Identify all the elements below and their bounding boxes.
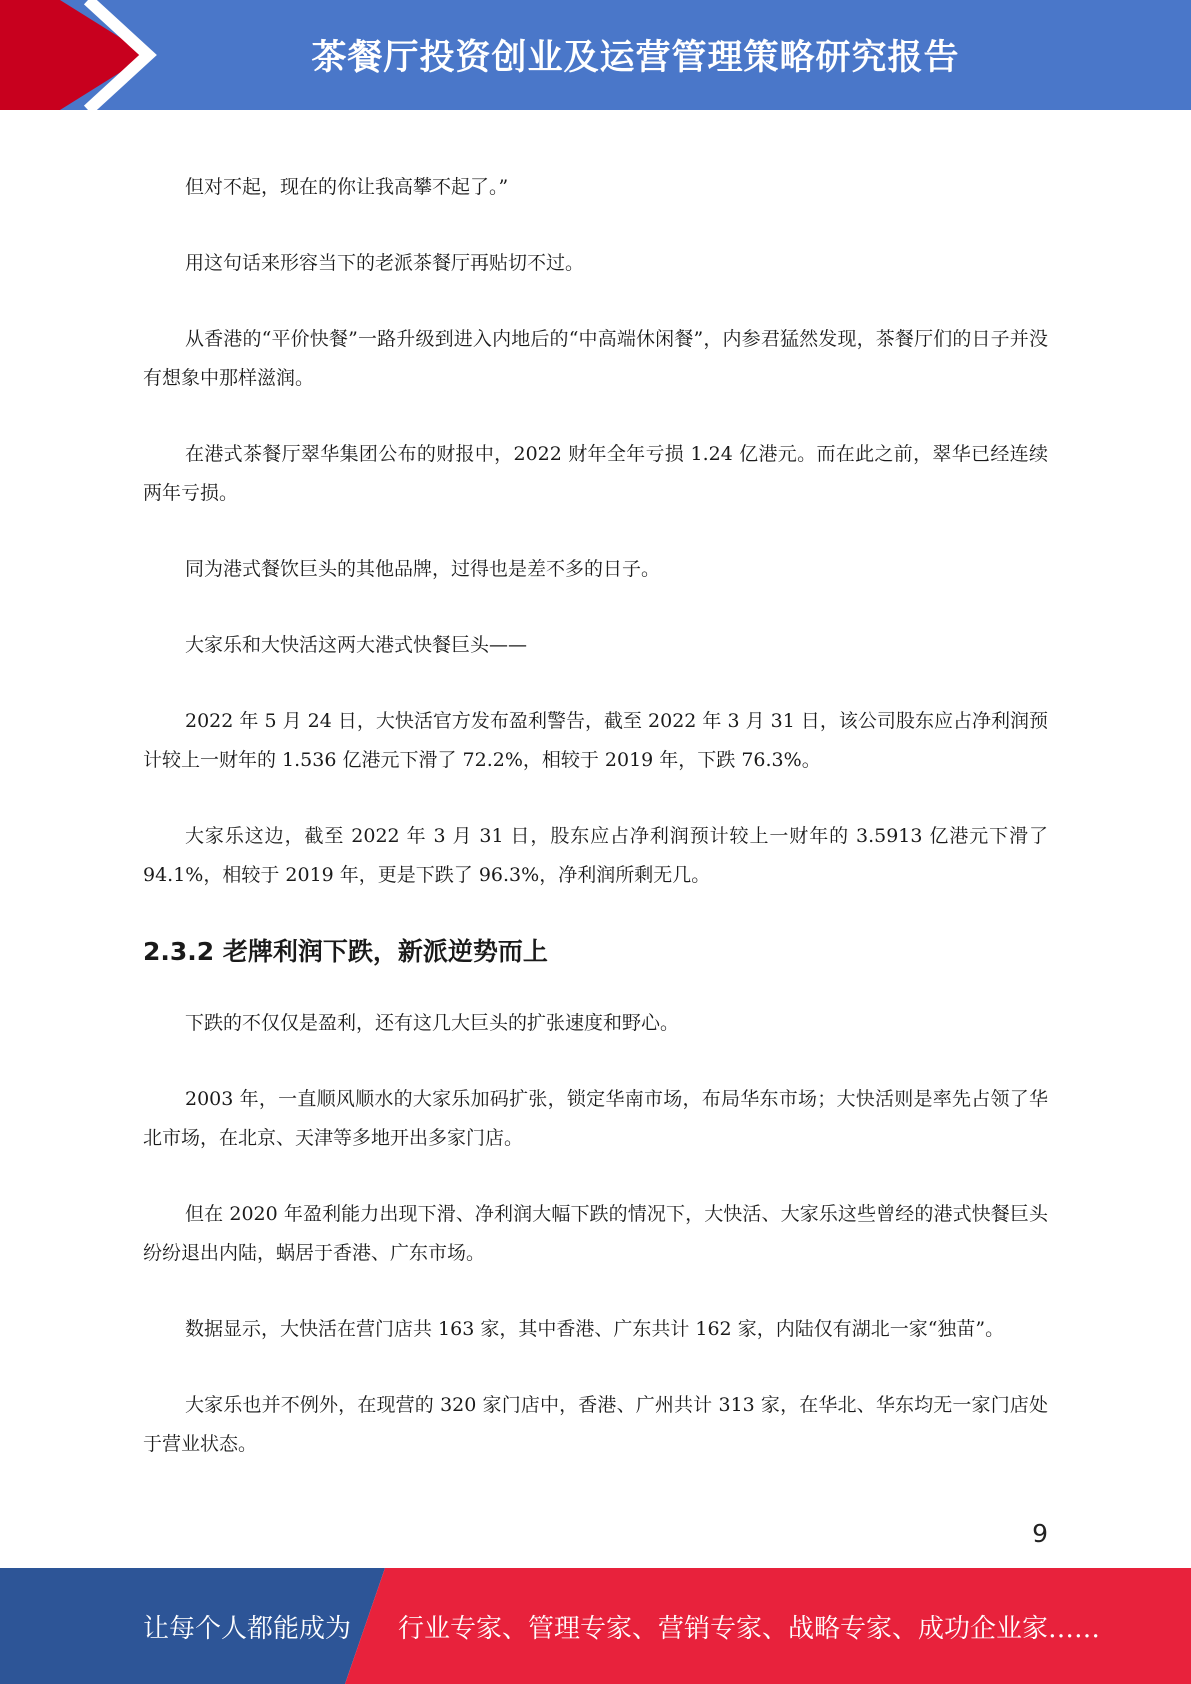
report-title: 茶餐厅投资创业及运营管理策略研究报告 — [311, 38, 960, 78]
document-body — [143, 168, 1048, 1501]
section-heading: 2.3.2 老牌利润下跌，新派逆势而上 — [143, 937, 548, 966]
footer-slogan-left: 让每个人都能成为 — [143, 1613, 352, 1644]
paragraph: 2003 年，一直顺风顺水的大家乐加码扩张，锁定华南市场，布局华东市场；大快活则是率先占领了华北市场，在北京、天津等多地开出多家门店。 — [143, 1088, 1048, 1149]
paragraph: 但对不起，现在的你让我高攀不起了。” — [185, 176, 509, 198]
footer-slogan-right: 行业专家、管理专家、营销专家、战略专家、成功企业家…… — [398, 1613, 1101, 1644]
paragraph: 大家乐和大快活这两大港式快餐巨头—— — [185, 634, 528, 656]
page-header — [0, 0, 1191, 110]
paragraph: 数据显示，大快活在营门店共 163 家，其中香港、广东共计 162 家，内陆仅有湖北一家“独苗”。 — [185, 1318, 1005, 1340]
paragraph: 2022 年 5 月 24 日，大快活官方发布盈利警告，截至 2022 年 3 月 31 日，该公司股东应占净利润预计较上一财年的 1.536 亿港元下滑了 72.2%，相较于 2019 年，下跌 76.3%。 — [143, 710, 1048, 771]
paragraph: 下跌的不仅仅是盈利，还有这几大巨头的扩张速度和野心。 — [185, 1012, 680, 1034]
page-number: 9 — [1032, 1519, 1048, 1548]
paragraph: 但在 2020 年盈利能力出现下滑、净利润大幅下跌的情况下，大快活、大家乐这些曾经的港式快餐巨头纷纷退出内陆，蜗居于香港、广东市场。 — [143, 1203, 1048, 1264]
page-footer — [0, 1568, 1191, 1684]
paragraph: 大家乐这边，截至 2022 年 3 月 31 日，股东应占净利润预计较上一财年的 3.5913 亿港元下滑了 94.1%，相较于 2019 年，更是下跌了 96.3%，净利润所剩无几。 — [143, 825, 1048, 886]
header-red-arrow — [0, 0, 148, 110]
header-arrow-decoration — [0, 0, 160, 110]
paragraph: 在港式茶餐厅翠华集团公布的财报中，2022 财年全年亏损 1.24 亿港元。而在此之前，翠华已经连续两年亏损。 — [143, 443, 1048, 504]
paragraph: 从香港的“平价快餐”一路升级到进入内地后的“中高端休闲餐”，内参君猛然发现，茶餐厅们的日子并没有想象中那样滋润。 — [143, 328, 1048, 389]
paragraph: 同为港式餐饮巨头的其他品牌，过得也是差不多的日子。 — [185, 558, 661, 580]
paragraph: 用这句话来形容当下的老派茶餐厅再贴切不过。 — [185, 252, 585, 274]
paragraph: 大家乐也并不例外，在现营的 320 家门店中，香港、广州共计 313 家，在华北、华东均无一家门店处于营业状态。 — [143, 1394, 1048, 1455]
